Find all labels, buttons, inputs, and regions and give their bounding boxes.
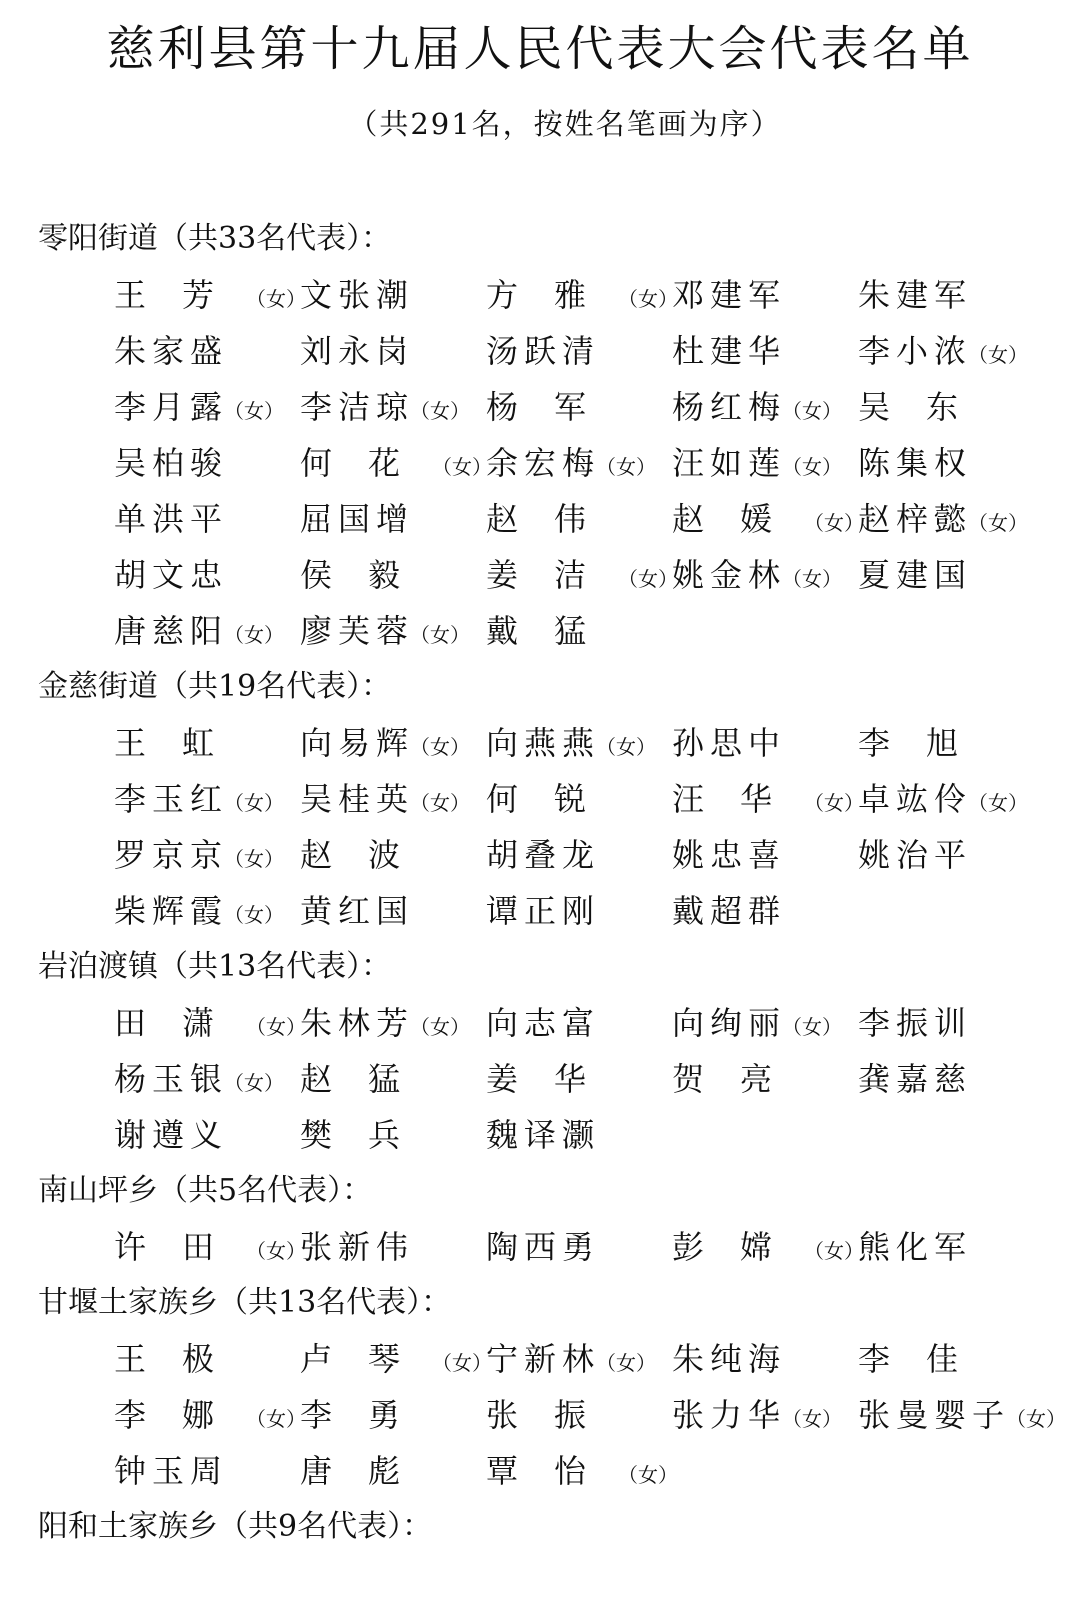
delegate-name: 王芳: [114, 276, 251, 314]
delegate-name: 王极: [114, 1340, 251, 1378]
delegate-entry: [672, 771, 864, 827]
delegate-entry: [858, 827, 972, 883]
female-marker: （女）: [224, 847, 285, 871]
delegate-entry: [858, 491, 1028, 547]
delegate-entry: [858, 267, 972, 323]
section-heading: 甘堰土家族乡（共13名代表）：: [38, 1285, 452, 1320]
delegate-name: 孙思中: [672, 724, 787, 762]
delegate-entry: [300, 827, 436, 883]
delegate-name: 方雅: [486, 276, 623, 314]
delegate-name: 唐慈阳: [114, 612, 229, 650]
delegate-name: 姚金林: [672, 556, 787, 594]
female-marker: （女）: [596, 455, 657, 479]
document-subtitle: （共291名，按姓名笔画为序）: [348, 107, 782, 141]
delegate-entry: [300, 547, 436, 603]
delegate-name: 黄红国: [300, 892, 415, 930]
delegate-entry: [858, 995, 972, 1051]
female-marker: （女）: [782, 399, 843, 423]
delegate-entry: [486, 1051, 622, 1107]
delegate-sections: [38, 211, 1078, 1555]
female-marker: （女）: [618, 1463, 679, 1487]
delegate-entry: [486, 379, 622, 435]
delegate-name: 张振: [486, 1396, 623, 1434]
delegate-entry: [114, 771, 284, 827]
female-marker: （女）: [432, 455, 493, 479]
delegate-rows: [38, 995, 1078, 1163]
delegate-name: 赵梓懿: [858, 500, 973, 538]
delegate-entry: [672, 435, 842, 491]
delegate-name: 吴东: [858, 388, 995, 426]
delegate-entry: [858, 715, 994, 771]
delegate-name: 侯毅: [300, 556, 437, 594]
delegate-name: 汤跃清: [486, 332, 601, 370]
delegate-name: 朱林芳: [300, 1004, 415, 1042]
female-marker: （女）: [596, 735, 657, 759]
female-marker: （女）: [968, 511, 1029, 535]
delegate-name: 向燕燕: [486, 724, 601, 762]
delegate-entry: [672, 491, 864, 547]
female-marker: （女）: [410, 623, 471, 647]
delegate-name: 覃怡: [486, 1452, 623, 1490]
delegate-entry: [114, 715, 250, 771]
delegate-entry: [114, 379, 284, 435]
delegate-name: 熊化军: [858, 1228, 973, 1266]
delegate-name: 李勇: [300, 1396, 437, 1434]
female-marker: （女）: [410, 791, 471, 815]
delegate-entry: [858, 323, 1028, 379]
delegate-name: 屈国增: [300, 500, 415, 538]
delegate-name: 向绚丽: [672, 1004, 787, 1042]
delegate-entry: [486, 1387, 622, 1443]
delegate-entry: [486, 883, 600, 939]
delegate-entry: [486, 547, 678, 603]
delegate-name: 张曼婴子: [858, 1396, 1011, 1434]
delegate-entry: [858, 1387, 1066, 1443]
delegate-name: 杨玉银: [114, 1060, 229, 1098]
delegate-entry: [486, 827, 600, 883]
delegate-entry: [300, 883, 414, 939]
delegate-name: 田潇: [114, 1004, 251, 1042]
delegate-entry: [672, 267, 786, 323]
section: [38, 939, 1078, 1163]
delegate-row: [38, 771, 1078, 827]
delegate-entry: [858, 1219, 972, 1275]
section: [38, 1275, 1078, 1499]
section: [38, 211, 1078, 659]
delegate-entry: [114, 995, 306, 1051]
delegate-entry: [672, 827, 786, 883]
section-heading: 南山坪乡（共5名代表）：: [38, 1173, 373, 1208]
delegate-entry: [114, 491, 228, 547]
female-marker: （女）: [782, 567, 843, 591]
female-marker: （女）: [596, 1351, 657, 1375]
delegate-entry: [858, 771, 1028, 827]
delegate-name: 卢琴: [300, 1340, 437, 1378]
delegate-name: 胡叠龙: [486, 836, 601, 874]
delegate-name: 杜建华: [672, 332, 787, 370]
delegate-entry: [114, 435, 228, 491]
delegate-entry: [114, 883, 284, 939]
delegate-entry: [300, 603, 470, 659]
delegate-entry: [486, 771, 622, 827]
delegate-entry: [858, 1051, 972, 1107]
delegate-row: [38, 1051, 1078, 1107]
delegate-entry: [300, 1219, 414, 1275]
delegate-entry: [114, 323, 228, 379]
delegate-entry: [300, 1107, 436, 1163]
female-marker: （女）: [410, 399, 471, 423]
delegate-entry: [300, 1051, 436, 1107]
delegate-row: [38, 715, 1078, 771]
delegate-name: 赵猛: [300, 1060, 437, 1098]
delegate-entry: [486, 491, 622, 547]
delegate-entry: [672, 547, 842, 603]
delegate-name: 宁新林: [486, 1340, 601, 1378]
female-marker: （女）: [782, 1407, 843, 1431]
delegate-entry: [486, 603, 622, 659]
delegate-entry: [486, 267, 678, 323]
delegate-entry: [300, 715, 470, 771]
delegate-entry: [300, 1387, 436, 1443]
delegate-entry: [858, 435, 972, 491]
delegate-entry: [672, 883, 786, 939]
delegate-name: 姜洁: [486, 556, 623, 594]
delegate-rows: [38, 267, 1078, 659]
delegate-name: 赵伟: [486, 500, 623, 538]
delegate-row: [38, 267, 1078, 323]
female-marker: （女）: [224, 623, 285, 647]
delegate-row: [38, 827, 1078, 883]
delegate-name: 向易辉: [300, 724, 415, 762]
delegate-entry: [486, 1331, 656, 1387]
delegate-name: 李佳: [858, 1340, 995, 1378]
section: [38, 1499, 1078, 1555]
delegate-entry: [114, 1443, 228, 1499]
female-marker: （女）: [224, 903, 285, 927]
delegate-entry: [300, 323, 414, 379]
delegate-entry: [114, 1387, 306, 1443]
delegate-name: 何花: [300, 444, 437, 482]
delegate-row: [38, 995, 1078, 1051]
female-marker: （女）: [618, 287, 679, 311]
delegate-name: 吴柏骏: [114, 444, 229, 482]
female-marker: （女）: [804, 511, 865, 535]
delegate-name: 向志富: [486, 1004, 601, 1042]
female-marker: （女）: [618, 567, 679, 591]
delegate-name: 李小浓: [858, 332, 973, 370]
delegate-name: 陈集权: [858, 444, 973, 482]
delegate-entry: [672, 1219, 864, 1275]
female-marker: （女）: [782, 455, 843, 479]
delegate-row: [38, 1331, 1078, 1387]
delegate-name: 唐彪: [300, 1452, 437, 1490]
delegate-name: 李洁琼: [300, 388, 415, 426]
delegate-name: 戴猛: [486, 612, 623, 650]
female-marker: （女）: [246, 1015, 307, 1039]
female-marker: （女）: [410, 1015, 471, 1039]
delegate-name: 汪如莲: [672, 444, 787, 482]
delegate-name: 钟玉周: [114, 1452, 229, 1490]
delegate-row: [38, 547, 1078, 603]
delegate-name: 何锐: [486, 780, 623, 818]
delegate-name: 李旭: [858, 724, 995, 762]
delegate-entry: [114, 267, 306, 323]
delegate-name: 魏译灏: [486, 1116, 601, 1154]
delegate-rows: [38, 715, 1078, 939]
delegate-entry: [300, 771, 470, 827]
delegate-row: [38, 1443, 1078, 1499]
delegate-entry: [486, 323, 600, 379]
delegate-entry: [672, 1051, 808, 1107]
delegate-entry: [672, 1387, 842, 1443]
female-marker: （女）: [1006, 1407, 1067, 1431]
delegate-entry: [672, 715, 786, 771]
delegate-name: 李玉红: [114, 780, 229, 818]
delegate-entry: [858, 1331, 994, 1387]
delegate-name: 赵波: [300, 836, 437, 874]
delegate-entry: [858, 547, 972, 603]
delegate-name: 刘永岗: [300, 332, 415, 370]
delegate-entry: [486, 1443, 678, 1499]
delegate-entry: [858, 379, 994, 435]
delegate-entry: [486, 1219, 600, 1275]
female-marker: （女）: [246, 1407, 307, 1431]
delegate-name: 张力华: [672, 1396, 787, 1434]
delegate-name: 彭嫦: [672, 1228, 809, 1266]
delegate-entry: [300, 435, 492, 491]
delegate-name: 余宏梅: [486, 444, 601, 482]
delegate-entry: [114, 547, 228, 603]
female-marker: （女）: [804, 791, 865, 815]
delegate-name: 赵媛: [672, 500, 809, 538]
delegate-name: 姜华: [486, 1060, 623, 1098]
section: [38, 659, 1078, 939]
delegate-entry: [300, 267, 414, 323]
delegate-row: [38, 491, 1078, 547]
delegate-rows: [38, 1219, 1078, 1275]
delegate-name: 李娜: [114, 1396, 251, 1434]
delegate-entry: [672, 323, 786, 379]
female-marker: （女）: [804, 1239, 865, 1263]
section-heading: 零阳街道（共33名代表）：: [38, 221, 392, 256]
delegate-entry: [672, 379, 842, 435]
delegate-entry: [114, 1219, 306, 1275]
section-heading: 金慈街道（共19名代表）：: [38, 669, 392, 704]
delegate-name: 文张潮: [300, 276, 415, 314]
delegate-entry: [672, 1331, 786, 1387]
female-marker: （女）: [224, 791, 285, 815]
delegate-name: 李振训: [858, 1004, 973, 1042]
delegate-row: [38, 323, 1078, 379]
delegate-entry: [486, 715, 656, 771]
delegate-entry: [300, 1331, 492, 1387]
delegate-name: 卓竑伶: [858, 780, 973, 818]
delegate-entry: [114, 1331, 250, 1387]
delegate-row: [38, 1219, 1078, 1275]
delegate-entry: [486, 435, 656, 491]
female-marker: （女）: [432, 1351, 493, 1375]
delegate-name: 姚忠喜: [672, 836, 787, 874]
delegate-name: 杨红梅: [672, 388, 787, 426]
delegate-row: [38, 1387, 1078, 1443]
delegate-entry: [300, 995, 470, 1051]
delegate-name: 李月露: [114, 388, 229, 426]
female-marker: （女）: [410, 735, 471, 759]
female-marker: （女）: [968, 343, 1029, 367]
delegate-name: 许田: [114, 1228, 251, 1266]
delegate-row: [38, 1107, 1078, 1163]
delegate-name: 谭正刚: [486, 892, 601, 930]
delegate-entry: [486, 1107, 600, 1163]
delegate-rows: [38, 1331, 1078, 1499]
female-marker: （女）: [782, 1015, 843, 1039]
delegate-name: 邓建军: [672, 276, 787, 314]
section-heading: 阳和土家族乡（共9名代表）：: [38, 1509, 433, 1544]
female-marker: （女）: [246, 1239, 307, 1263]
delegate-row: [38, 883, 1078, 939]
delegate-name: 龚嘉慈: [858, 1060, 973, 1098]
female-marker: （女）: [246, 287, 307, 311]
delegate-name: 夏建国: [858, 556, 973, 594]
delegate-row: [38, 435, 1078, 491]
delegate-name: 单洪平: [114, 500, 229, 538]
delegate-entry: [114, 1051, 284, 1107]
section-heading: 岩泊渡镇（共13名代表）：: [38, 949, 392, 984]
delegate-name: 谢遵义: [114, 1116, 229, 1154]
delegate-name: 贺亮: [672, 1060, 809, 1098]
document-title: 慈利县第十九届人民代表大会代表名单: [106, 21, 974, 77]
delegate-name: 王虹: [114, 724, 251, 762]
delegate-name: 戴超群: [672, 892, 787, 930]
section: [38, 1163, 1078, 1275]
delegate-name: 樊兵: [300, 1116, 437, 1154]
female-marker: （女）: [968, 791, 1029, 815]
delegate-entry: [114, 827, 284, 883]
delegate-name: 陶西勇: [486, 1228, 601, 1266]
delegate-entry: [300, 491, 414, 547]
delegate-row: [38, 603, 1078, 659]
delegate-name: 吴桂英: [300, 780, 415, 818]
delegate-name: 罗京京: [114, 836, 229, 874]
delegate-name: 朱建军: [858, 276, 973, 314]
delegate-name: 汪华: [672, 780, 809, 818]
delegate-name: 朱纯海: [672, 1340, 787, 1378]
delegate-name: 张新伟: [300, 1228, 415, 1266]
delegate-name: 朱家盛: [114, 332, 229, 370]
female-marker: （女）: [224, 399, 285, 423]
delegate-entry: [300, 1443, 436, 1499]
delegate-name: 杨军: [486, 388, 623, 426]
delegate-name: 胡文忠: [114, 556, 229, 594]
delegate-row: [38, 379, 1078, 435]
delegate-name: 柴辉霞: [114, 892, 229, 930]
female-marker: （女）: [224, 1071, 285, 1095]
delegate-entry: [114, 603, 284, 659]
delegate-entry: [486, 995, 600, 1051]
delegate-name: 廖芙蓉: [300, 612, 415, 650]
delegate-entry: [672, 995, 842, 1051]
delegate-name: 姚治平: [858, 836, 973, 874]
delegate-entry: [114, 1107, 228, 1163]
delegate-entry: [300, 379, 470, 435]
